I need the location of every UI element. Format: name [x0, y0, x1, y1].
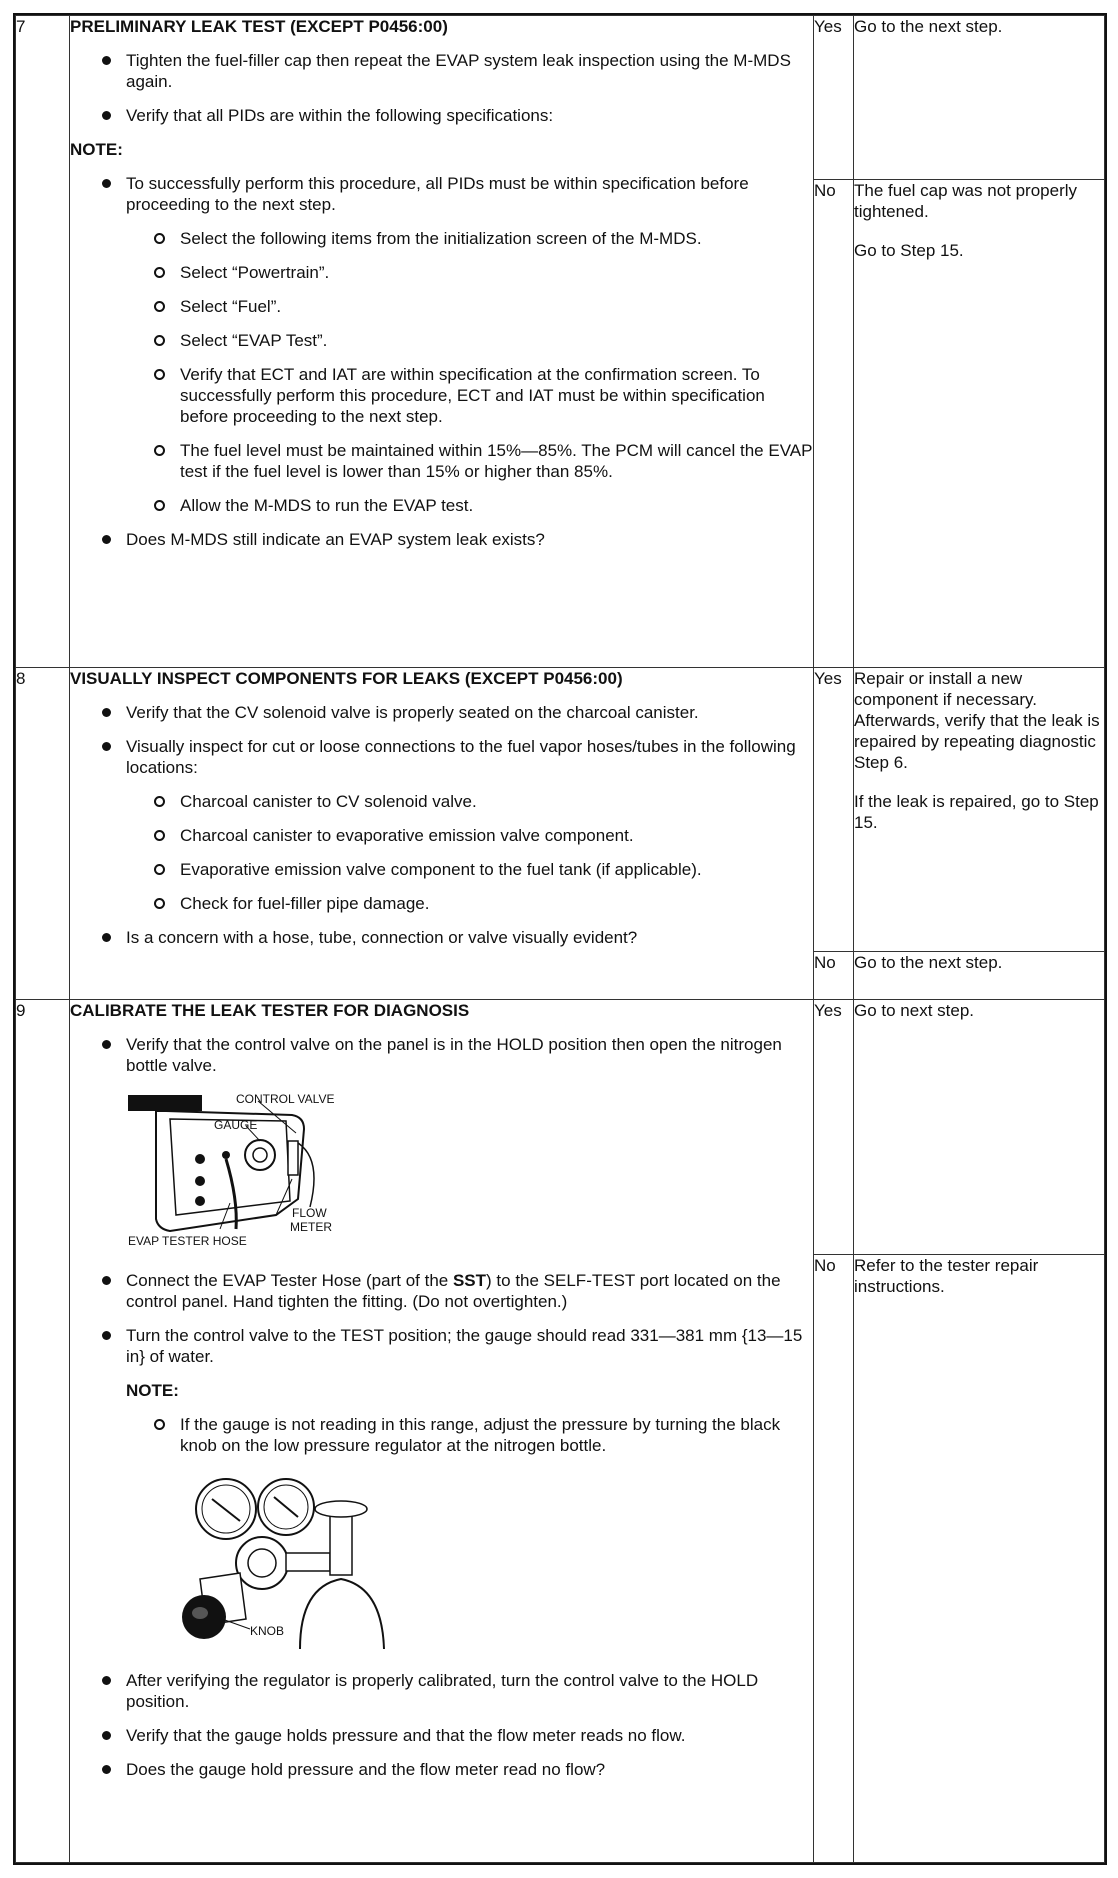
step-7-no-text-1: The fuel cap was not properly tightened. [854, 181, 1078, 221]
control-valve-label: CONTROL VALVE [236, 1092, 335, 1106]
flow-meter-tube [288, 1141, 298, 1175]
step-8-sub-1: Charcoal canister to CV solenoid valve. [126, 791, 813, 812]
step-8-row [16, 668, 1105, 952]
step-9-bullet-1: Verify that the control valve on the panel is in the HOLD position then open the nitrogen bottle valve. [70, 1034, 813, 1076]
step-7-bullet-1: Tighten the fuel-filler cap then repeat the EVAP system leak inspection using the M-MDS again. [70, 50, 813, 92]
sst-label: SST [452, 1271, 487, 1290]
step-7-no-label: No [814, 180, 854, 668]
procedure-page [13, 13, 1107, 1865]
step-9-bullet-2-pre: Connect the EVAP Tester Hose (part of the [126, 1271, 453, 1290]
step-9-title: CALIBRATE THE LEAK TESTER FOR DIAGNOSIS [70, 1001, 470, 1020]
step-8-yes-text-1: Repair or install a new component if necessary. Afterwards, verify that the leak is repaired by repeating diagnostic Step 6. [854, 669, 1100, 772]
step-9-instructions [70, 1000, 814, 1863]
evap-tester-hose-label: EVAP TESTER HOSE [128, 1234, 247, 1248]
step-7-row [16, 16, 1105, 180]
step-7-note-label: NOTE: [70, 140, 123, 159]
step-7-sub-6: The fuel level must be maintained within 15%—85%. The PCM will cancel the EVAP test if the fuel level is lower than 15% or higher than 85%. [126, 440, 813, 482]
step-8-no-label: No [814, 952, 854, 1000]
step-8-title: VISUALLY INSPECT COMPONENTS FOR LEAKS (EXCEPT P0456:00) [70, 669, 623, 688]
step-9-bullet-5: Verify that the gauge holds pressure and that the flow meter reads no flow. [70, 1725, 813, 1746]
step-7-note-bullet: To successfully perform this procedure, all PIDs must be within specification before proceeding to the next step. [70, 173, 813, 215]
step-8-no-action [854, 952, 1105, 1000]
step-9-no-action [854, 1255, 1105, 1863]
figure-black-bar [128, 1095, 202, 1111]
knob-label: KNOB [250, 1624, 285, 1638]
gauge-dial [245, 1140, 275, 1170]
regulator-body [236, 1537, 288, 1589]
step-7-sub-2: Select “Powertrain”. [126, 262, 813, 283]
step-7-yes-text-1: Go to the next step. [854, 17, 1003, 36]
step-7-sub-5: Verify that ECT and IAT are within specification at the confirmation screen. To successfully perform this procedure, ECT and IAT must be within specification before proceeding to the next step. [126, 364, 813, 427]
step-8-no-text-1: Go to the next step. [854, 953, 1003, 972]
step-9-yes-text-1: Go to next step. [854, 1001, 975, 1020]
step-7-sub-3: Select “Fuel”. [126, 296, 813, 317]
step-7-question: Does M-MDS still indicate an EVAP system leak exists? [70, 529, 813, 550]
step-8-number: 8 [16, 668, 70, 1000]
step-8-bullet-1: Verify that the CV solenoid valve is properly seated on the charcoal canister. [70, 702, 813, 723]
step-7-yes-label: Yes [814, 16, 854, 180]
step-7-sub-1: Select the following items from the initialization screen of the M-MDS. [126, 228, 813, 249]
step-9-yes-action [854, 1000, 1105, 1255]
step-8-sub-2: Charcoal canister to evaporative emission valve component. [126, 825, 813, 846]
step-8-yes-action [854, 668, 1105, 952]
step-7-yes-action [854, 16, 1105, 180]
step-9-number: 9 [16, 1000, 70, 1863]
black-knob-highlight [192, 1607, 208, 1619]
step-9-row [16, 1000, 1105, 1255]
step-9-yes-label: Yes [814, 1000, 854, 1255]
panel-port-2 [195, 1176, 205, 1186]
step-9-bullet-3: Turn the control valve to the TEST position; the gauge should read 331—381 mm {13—15 in} of water. [70, 1325, 813, 1367]
step-7-number: 7 [16, 16, 70, 668]
step-9-note-label: NOTE: [126, 1381, 179, 1400]
step-8-sub-4: Check for fuel-filler pipe damage. [126, 893, 813, 914]
step-8-bullet-2: Visually inspect for cut or loose connections to the fuel vapor hoses/tubes in the following locations: [70, 736, 813, 778]
step-9-bullet-4: After verifying the regulator is properly calibrated, turn the control valve to the HOLD position. [70, 1670, 813, 1712]
diagnostic-procedure-table [15, 15, 1105, 1863]
regulator-figure [170, 1469, 813, 1654]
panel-port-3 [195, 1196, 205, 1206]
step-7-no-action [854, 180, 1105, 668]
leak-tester-panel-illustration [126, 1089, 366, 1251]
nitrogen-bottle [300, 1579, 384, 1649]
regulator-outlet [286, 1553, 330, 1571]
step-8-instructions [70, 668, 814, 1000]
step-9-question: Does the gauge hold pressure and the flow meter read no flow? [70, 1759, 813, 1780]
leak-tester-panel-figure [126, 1089, 813, 1256]
step-8-sub-3: Evaporative emission valve component to the fuel tank (if applicable). [126, 859, 813, 880]
step-7-no-text-2: Go to Step 15. [854, 241, 964, 260]
step-7-title: PRELIMINARY LEAK TEST (EXCEPT P0456:00) [70, 17, 448, 36]
step-7-bullet-2: Verify that all PIDs are within the following specifications: [70, 105, 813, 126]
step-8-yes-text-2: If the leak is repaired, go to Step 15. [854, 792, 1099, 832]
step-9-bullet-2 [70, 1270, 813, 1312]
bottle-valve-stem [330, 1515, 352, 1575]
step-7-sub-4: Select “EVAP Test”. [126, 330, 813, 351]
step-9-note-sub: If the gauge is not reading in this range, adjust the pressure by turning the black knob on the low pressure regulator at the nitrogen bottle. [126, 1414, 813, 1456]
panel-port-1 [195, 1154, 205, 1164]
step-8-yes-label: Yes [814, 668, 854, 952]
step-9-no-text-1: Refer to the tester repair instructions. [854, 1256, 1039, 1296]
nitrogen-regulator-illustration [170, 1469, 430, 1649]
step-7-sub-7: Allow the M-MDS to run the EVAP test. [126, 495, 813, 516]
gauge-label: GAUGE [214, 1118, 258, 1132]
panel-port-4 [222, 1151, 230, 1159]
flow-label: FLOW [292, 1206, 327, 1220]
step-9-bullet-2-post: ) to the SELF-TEST port located on the control panel. Hand tighten the fitting. (Do not overtighten.) [126, 1271, 781, 1311]
bottle-valve-handwheel [315, 1501, 367, 1517]
meter-label: METER [290, 1220, 332, 1234]
step-7-instructions [70, 16, 814, 668]
step-9-no-label: No [814, 1255, 854, 1863]
step-8-question: Is a concern with a hose, tube, connection or valve visually evident? [70, 927, 813, 948]
